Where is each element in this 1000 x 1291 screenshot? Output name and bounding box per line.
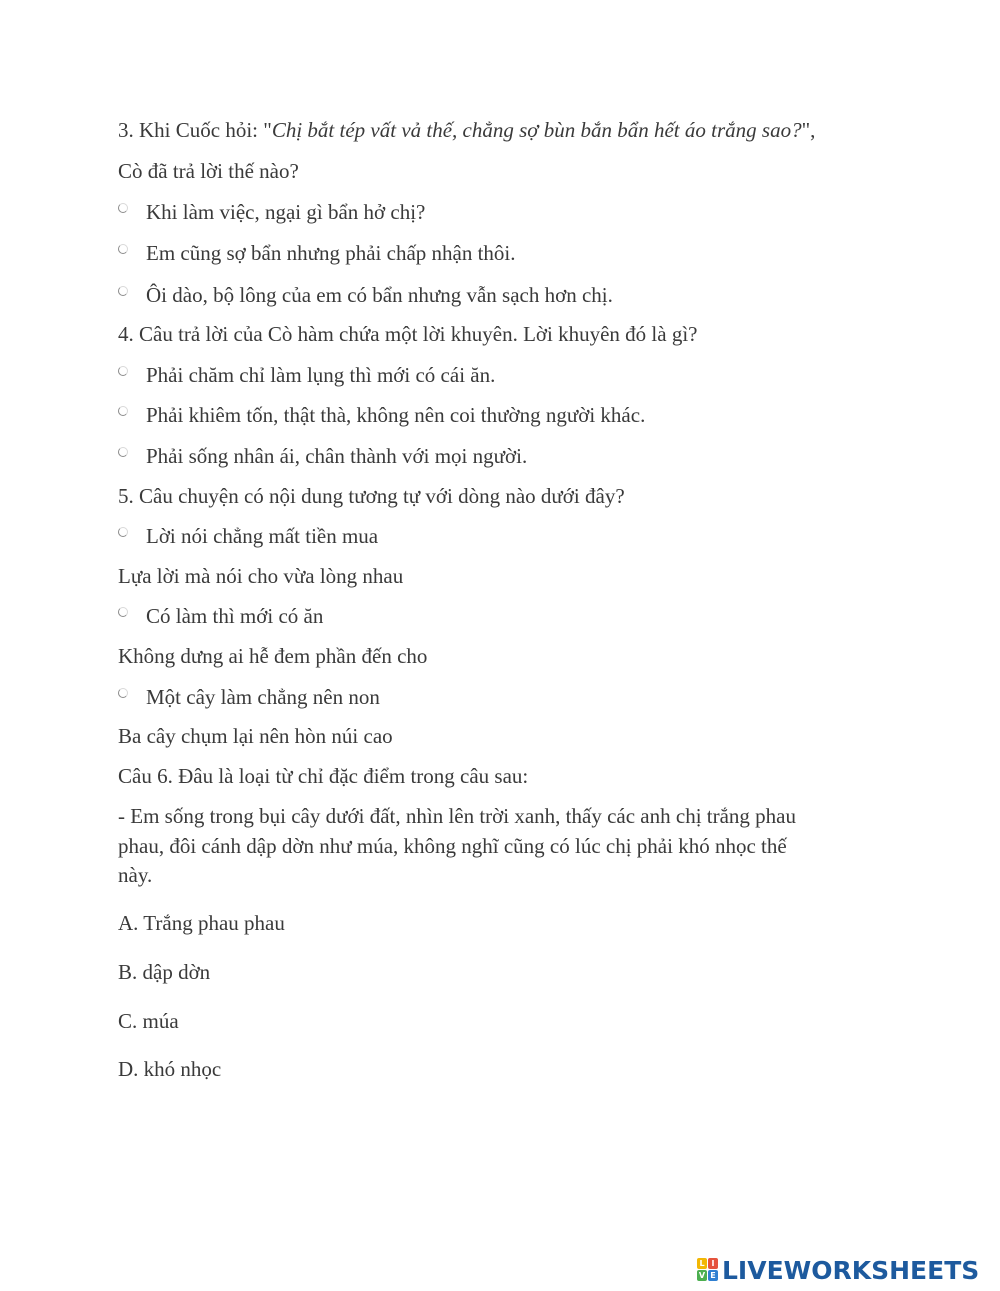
radio-button[interactable] [118,688,128,698]
q4-option-1[interactable] [118,362,495,388]
option-label: Phải sống nhân ái, chân thành với mọi người. [146,444,528,468]
q4-option-3[interactable] [118,443,527,469]
q5-option-1-line2: Lựa lời mà nói cho vừa lòng nhau [118,564,404,588]
q6-answer-b: B. dập dờn [118,960,211,984]
q5-option-2[interactable] [118,603,323,629]
q6-answer-d: D. khó nhọc [118,1057,222,1081]
radio-button[interactable] [118,244,128,254]
radio-button[interactable] [118,406,128,416]
q5-question: 5. Câu chuyện có nội dung tương tự với dòng nào dưới đây? [118,484,625,508]
q6-sentence-line-2: phau, đôi cánh dập dờn như múa, không nghĩ cũng có lúc chị phải khó nhọc thế [118,834,787,858]
q6-question: Câu 6. Đâu là loại từ chỉ đặc điểm trong câu sau: [118,764,529,788]
radio-button[interactable] [118,447,128,457]
q3-question: 3. Khi Cuốc hỏi: "Chị bắt tép vất vả thế, chẳng sợ bùn bắn bẩn hết áo trắng sao?", [118,118,816,142]
q6-answer-c: C. múa [118,1009,179,1033]
q6-answer-a: A. Trắng phau phau [118,911,285,935]
radio-button[interactable] [118,607,128,617]
q6-sentence-line-1: - Em sống trong bụi cây dưới đất, nhìn lên trời xanh, thấy các anh chị trắng phau [118,804,796,828]
q5-option-3[interactable] [118,684,380,710]
radio-button[interactable] [118,527,128,537]
q3-option-1[interactable] [118,199,425,225]
option-label: Lời nói chẳng mất tiền mua [146,524,379,548]
option-label: Khi làm việc, ngại gì bẩn hở chị? [146,200,426,224]
q3-quote: Chị bắt tép vất vả thế, chẳng sợ bùn bắn bẩn hết áo trắng sao? [271,118,802,142]
option-label: Phải khiêm tốn, thật thà, không nên coi thường người khác. [146,403,646,427]
liveworksheets-brand-text: LIVEWORKSHEETS [722,1255,980,1285]
q5-option-3-line2: Ba cây chụm lại nên hòn núi cao [118,724,393,748]
q3-question-line2: Cò đã trả lời thế nào? [118,159,299,183]
q3-option-2[interactable] [118,240,516,266]
liveworksheets-logo-icon: L I V E [697,1258,719,1282]
q6-sentence-line-3: này. [118,863,153,887]
q5-option-1[interactable] [118,523,378,549]
q5-option-2-line2: Không dưng ai hễ đem phần đến cho [118,644,428,668]
option-label: Em cũng sợ bẩn nhưng phải chấp nhận thôi. [146,241,516,265]
option-label: Có làm thì mới có ăn [146,604,324,628]
liveworksheets-logo[interactable] [697,1255,979,1285]
q4-option-2[interactable] [118,402,645,428]
radio-button[interactable] [118,203,128,213]
q3-option-3[interactable] [118,282,613,308]
option-label: Ôi dào, bộ lông của em có bẩn nhưng vẫn sạch hơn chị. [146,283,613,307]
q4-question: 4. Câu trả lời của Cò hàm chứa một lời khuyên. Lời khuyên đó là gì? [118,322,698,346]
radio-button[interactable] [118,286,128,296]
option-label: Phải chăm chỉ làm lụng thì mới có cái ăn. [146,363,496,387]
option-label: Một cây làm chẳng nên non [146,685,380,709]
radio-button[interactable] [118,366,128,376]
